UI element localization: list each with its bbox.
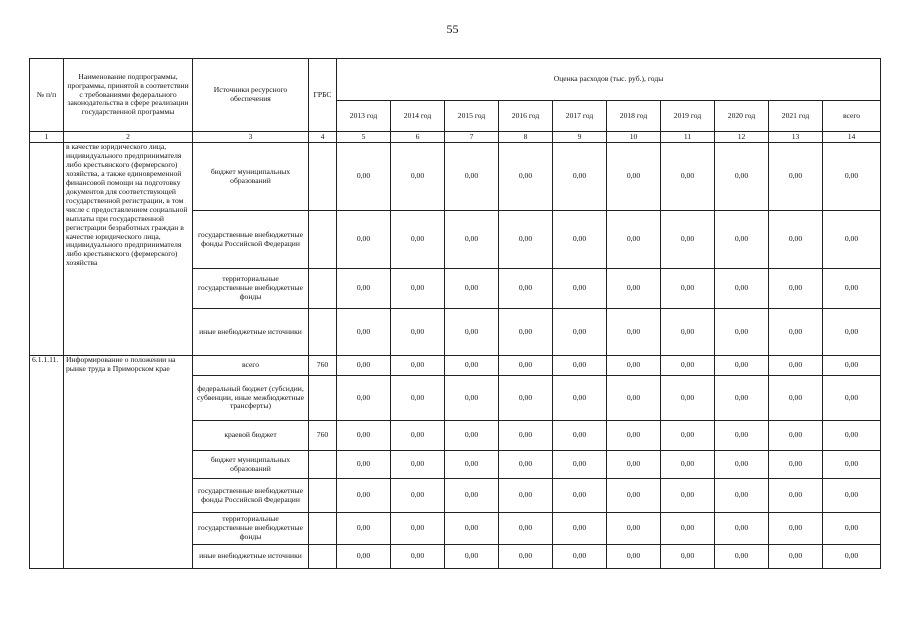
grbs-code [309,211,337,269]
year-header: 2019 год [661,101,715,132]
grbs-code [309,143,337,211]
amount-cell: 0,00 [607,309,661,356]
column-number: 14 [823,132,881,143]
amount-cell: 0,00 [553,269,607,309]
amount-cell: 0,00 [661,421,715,451]
amount-cell: 0,00 [607,451,661,479]
amount-cell: 0,00 [445,479,499,513]
column-number: 4 [309,132,337,143]
amount-cell: 0,00 [769,545,823,569]
amount-cell: 0,00 [445,356,499,376]
funding-source: краевой бюджет [193,421,309,451]
amount-cell: 0,00 [499,451,553,479]
amount-cell: 0,00 [499,211,553,269]
funding-source: федеральный бюджет (субсидии, субвенции, иные межбюджетные трансферты) [193,376,309,421]
amount-cell: 0,00 [445,545,499,569]
amount-cell: 0,00 [823,545,881,569]
amount-cell: 0,00 [661,309,715,356]
amount-cell: 0,00 [391,356,445,376]
column-number: 5 [337,132,391,143]
amount-cell: 0,00 [715,143,769,211]
year-header: 2020 год [715,101,769,132]
amount-cell: 0,00 [661,376,715,421]
amount-cell: 0,00 [823,356,881,376]
amount-cell: 0,00 [337,545,391,569]
amount-cell: 0,00 [715,211,769,269]
amount-cell: 0,00 [553,143,607,211]
amount-cell: 0,00 [607,211,661,269]
amount-cell: 0,00 [337,479,391,513]
funding-source: государственные внебюджетные фонды Российской Федерации [193,479,309,513]
amount-cell: 0,00 [715,545,769,569]
grbs-code [309,479,337,513]
amount-cell: 0,00 [715,451,769,479]
amount-cell: 0,00 [823,376,881,421]
amount-cell: 0,00 [445,211,499,269]
amount-cell: 0,00 [823,479,881,513]
amount-cell: 0,00 [661,356,715,376]
amount-cell: 0,00 [553,421,607,451]
year-header: 2016 год [499,101,553,132]
year-header: 2015 год [445,101,499,132]
year-header: всего [823,101,881,132]
amount-cell: 0,00 [769,421,823,451]
budget-table [29,58,881,569]
amount-cell: 0,00 [337,376,391,421]
funding-source: всего [193,356,309,376]
amount-cell: 0,00 [445,143,499,211]
amount-cell: 0,00 [445,513,499,545]
header-name: Наименование подпрограммы, программы, принятой в соответствии с требованиями федерального законодательства в сфере реализации государственной программы [64,59,193,132]
amount-cell: 0,00 [337,451,391,479]
funding-source: бюджет муниципальных образований [193,143,309,211]
amount-cell: 0,00 [823,309,881,356]
amount-cell: 0,00 [337,269,391,309]
amount-cell: 0,00 [823,211,881,269]
item-name: Информирование о положении на рынке труда в Приморском крае [64,356,193,569]
amount-cell: 0,00 [391,545,445,569]
amount-cell: 0,00 [607,421,661,451]
amount-cell: 0,00 [607,376,661,421]
grbs-code [309,513,337,545]
amount-cell: 0,00 [553,513,607,545]
amount-cell: 0,00 [715,376,769,421]
amount-cell: 0,00 [499,513,553,545]
amount-cell: 0,00 [391,376,445,421]
amount-cell: 0,00 [553,309,607,356]
funding-source: территориальные государственные внебюджетные фонды [193,513,309,545]
amount-cell: 0,00 [823,269,881,309]
amount-cell: 0,00 [769,513,823,545]
column-number: 1 [30,132,64,143]
amount-cell: 0,00 [499,269,553,309]
column-number-row [30,132,881,143]
amount-cell: 0,00 [337,513,391,545]
page-number: 55 [446,22,459,36]
amount-cell: 0,00 [715,479,769,513]
amount-cell: 0,00 [553,545,607,569]
amount-cell: 0,00 [769,356,823,376]
header-source: Источники ресурсного обеспечения [193,59,309,132]
column-number: 6 [391,132,445,143]
amount-cell: 0,00 [445,269,499,309]
grbs-code [309,309,337,356]
column-number: 10 [607,132,661,143]
amount-cell: 0,00 [769,211,823,269]
amount-cell: 0,00 [661,451,715,479]
amount-cell: 0,00 [607,143,661,211]
amount-cell: 0,00 [391,211,445,269]
amount-cell: 0,00 [715,513,769,545]
amount-cell: 0,00 [715,269,769,309]
amount-cell: 0,00 [823,451,881,479]
amount-cell: 0,00 [337,143,391,211]
amount-cell: 0,00 [607,513,661,545]
header-grbs: ГРБС [309,59,337,132]
amount-cell: 0,00 [445,421,499,451]
amount-cell: 0,00 [391,479,445,513]
amount-cell: 0,00 [391,513,445,545]
amount-cell: 0,00 [391,421,445,451]
amount-cell: 0,00 [661,211,715,269]
amount-cell: 0,00 [607,356,661,376]
amount-cell: 0,00 [607,479,661,513]
column-number: 8 [499,132,553,143]
amount-cell: 0,00 [823,513,881,545]
funding-source: бюджет муниципальных образований [193,451,309,479]
amount-cell: 0,00 [661,513,715,545]
amount-cell: 0,00 [337,309,391,356]
amount-cell: 0,00 [715,309,769,356]
amount-cell: 0,00 [769,269,823,309]
item-number: 6.1.1.11. [30,356,64,569]
grbs-code [309,545,337,569]
amount-cell: 0,00 [553,376,607,421]
amount-cell: 0,00 [391,269,445,309]
amount-cell: 0,00 [769,451,823,479]
amount-cell: 0,00 [391,309,445,356]
amount-cell: 0,00 [553,211,607,269]
column-number: 13 [769,132,823,143]
amount-cell: 0,00 [445,309,499,356]
year-header: 2013 год [337,101,391,132]
year-header: 2018 год [607,101,661,132]
grbs-code [309,451,337,479]
funding-source: территориальные государственные внебюджетные фонды [193,269,309,309]
amount-cell: 0,00 [661,545,715,569]
column-number: 12 [715,132,769,143]
amount-cell: 0,00 [499,545,553,569]
year-header: 2021 год [769,101,823,132]
funding-source: иные внебюджетные источники [193,545,309,569]
amount-cell: 0,00 [337,421,391,451]
amount-cell: 0,00 [769,479,823,513]
amount-cell: 0,00 [769,143,823,211]
table-row [30,356,881,376]
amount-cell: 0,00 [499,376,553,421]
header-num: № п/п [30,59,64,132]
amount-cell: 0,00 [391,451,445,479]
column-number: 2 [64,132,193,143]
amount-cell: 0,00 [391,143,445,211]
item-number [30,143,64,356]
amount-cell: 0,00 [445,451,499,479]
column-number: 9 [553,132,607,143]
amount-cell: 0,00 [553,451,607,479]
grbs-code [309,376,337,421]
amount-cell: 0,00 [769,376,823,421]
amount-cell: 0,00 [553,479,607,513]
grbs-code: 760 [309,356,337,376]
amount-cell: 0,00 [553,356,607,376]
amount-cell: 0,00 [823,421,881,451]
amount-cell: 0,00 [499,309,553,356]
amount-cell: 0,00 [607,269,661,309]
item-name: в качестве юридического лица, индивидуального предпринимателя либо крестьянского (фермерского) хозяйства, а также единовременной финансовой помощи на подготовку документов для соответствующей государственной регистрации, в том числе с предоставлением социальной выплаты при государственной регистрации безработных граждан в качестве юридического лица, индивидуального предпринимателя либо крестьянского (фермерского) хозяйства [64,143,193,356]
funding-source: государственные внебюджетные фонды Российской Федерации [193,211,309,269]
funding-source: иные внебюджетные источники [193,309,309,356]
header-estimate: Оценка расходов (тыс. руб.), годы [337,59,881,101]
amount-cell: 0,00 [823,143,881,211]
grbs-code [309,269,337,309]
amount-cell: 0,00 [499,143,553,211]
column-number: 3 [193,132,309,143]
year-header: 2017 год [553,101,607,132]
amount-cell: 0,00 [337,211,391,269]
amount-cell: 0,00 [661,479,715,513]
amount-cell: 0,00 [769,309,823,356]
amount-cell: 0,00 [661,143,715,211]
column-number: 11 [661,132,715,143]
amount-cell: 0,00 [715,421,769,451]
table-row [30,143,881,211]
amount-cell: 0,00 [499,479,553,513]
column-number: 7 [445,132,499,143]
grbs-code: 760 [309,421,337,451]
amount-cell: 0,00 [499,356,553,376]
amount-cell: 0,00 [715,356,769,376]
amount-cell: 0,00 [661,269,715,309]
amount-cell: 0,00 [337,356,391,376]
amount-cell: 0,00 [445,376,499,421]
amount-cell: 0,00 [607,545,661,569]
year-header: 2014 год [391,101,445,132]
amount-cell: 0,00 [499,421,553,451]
